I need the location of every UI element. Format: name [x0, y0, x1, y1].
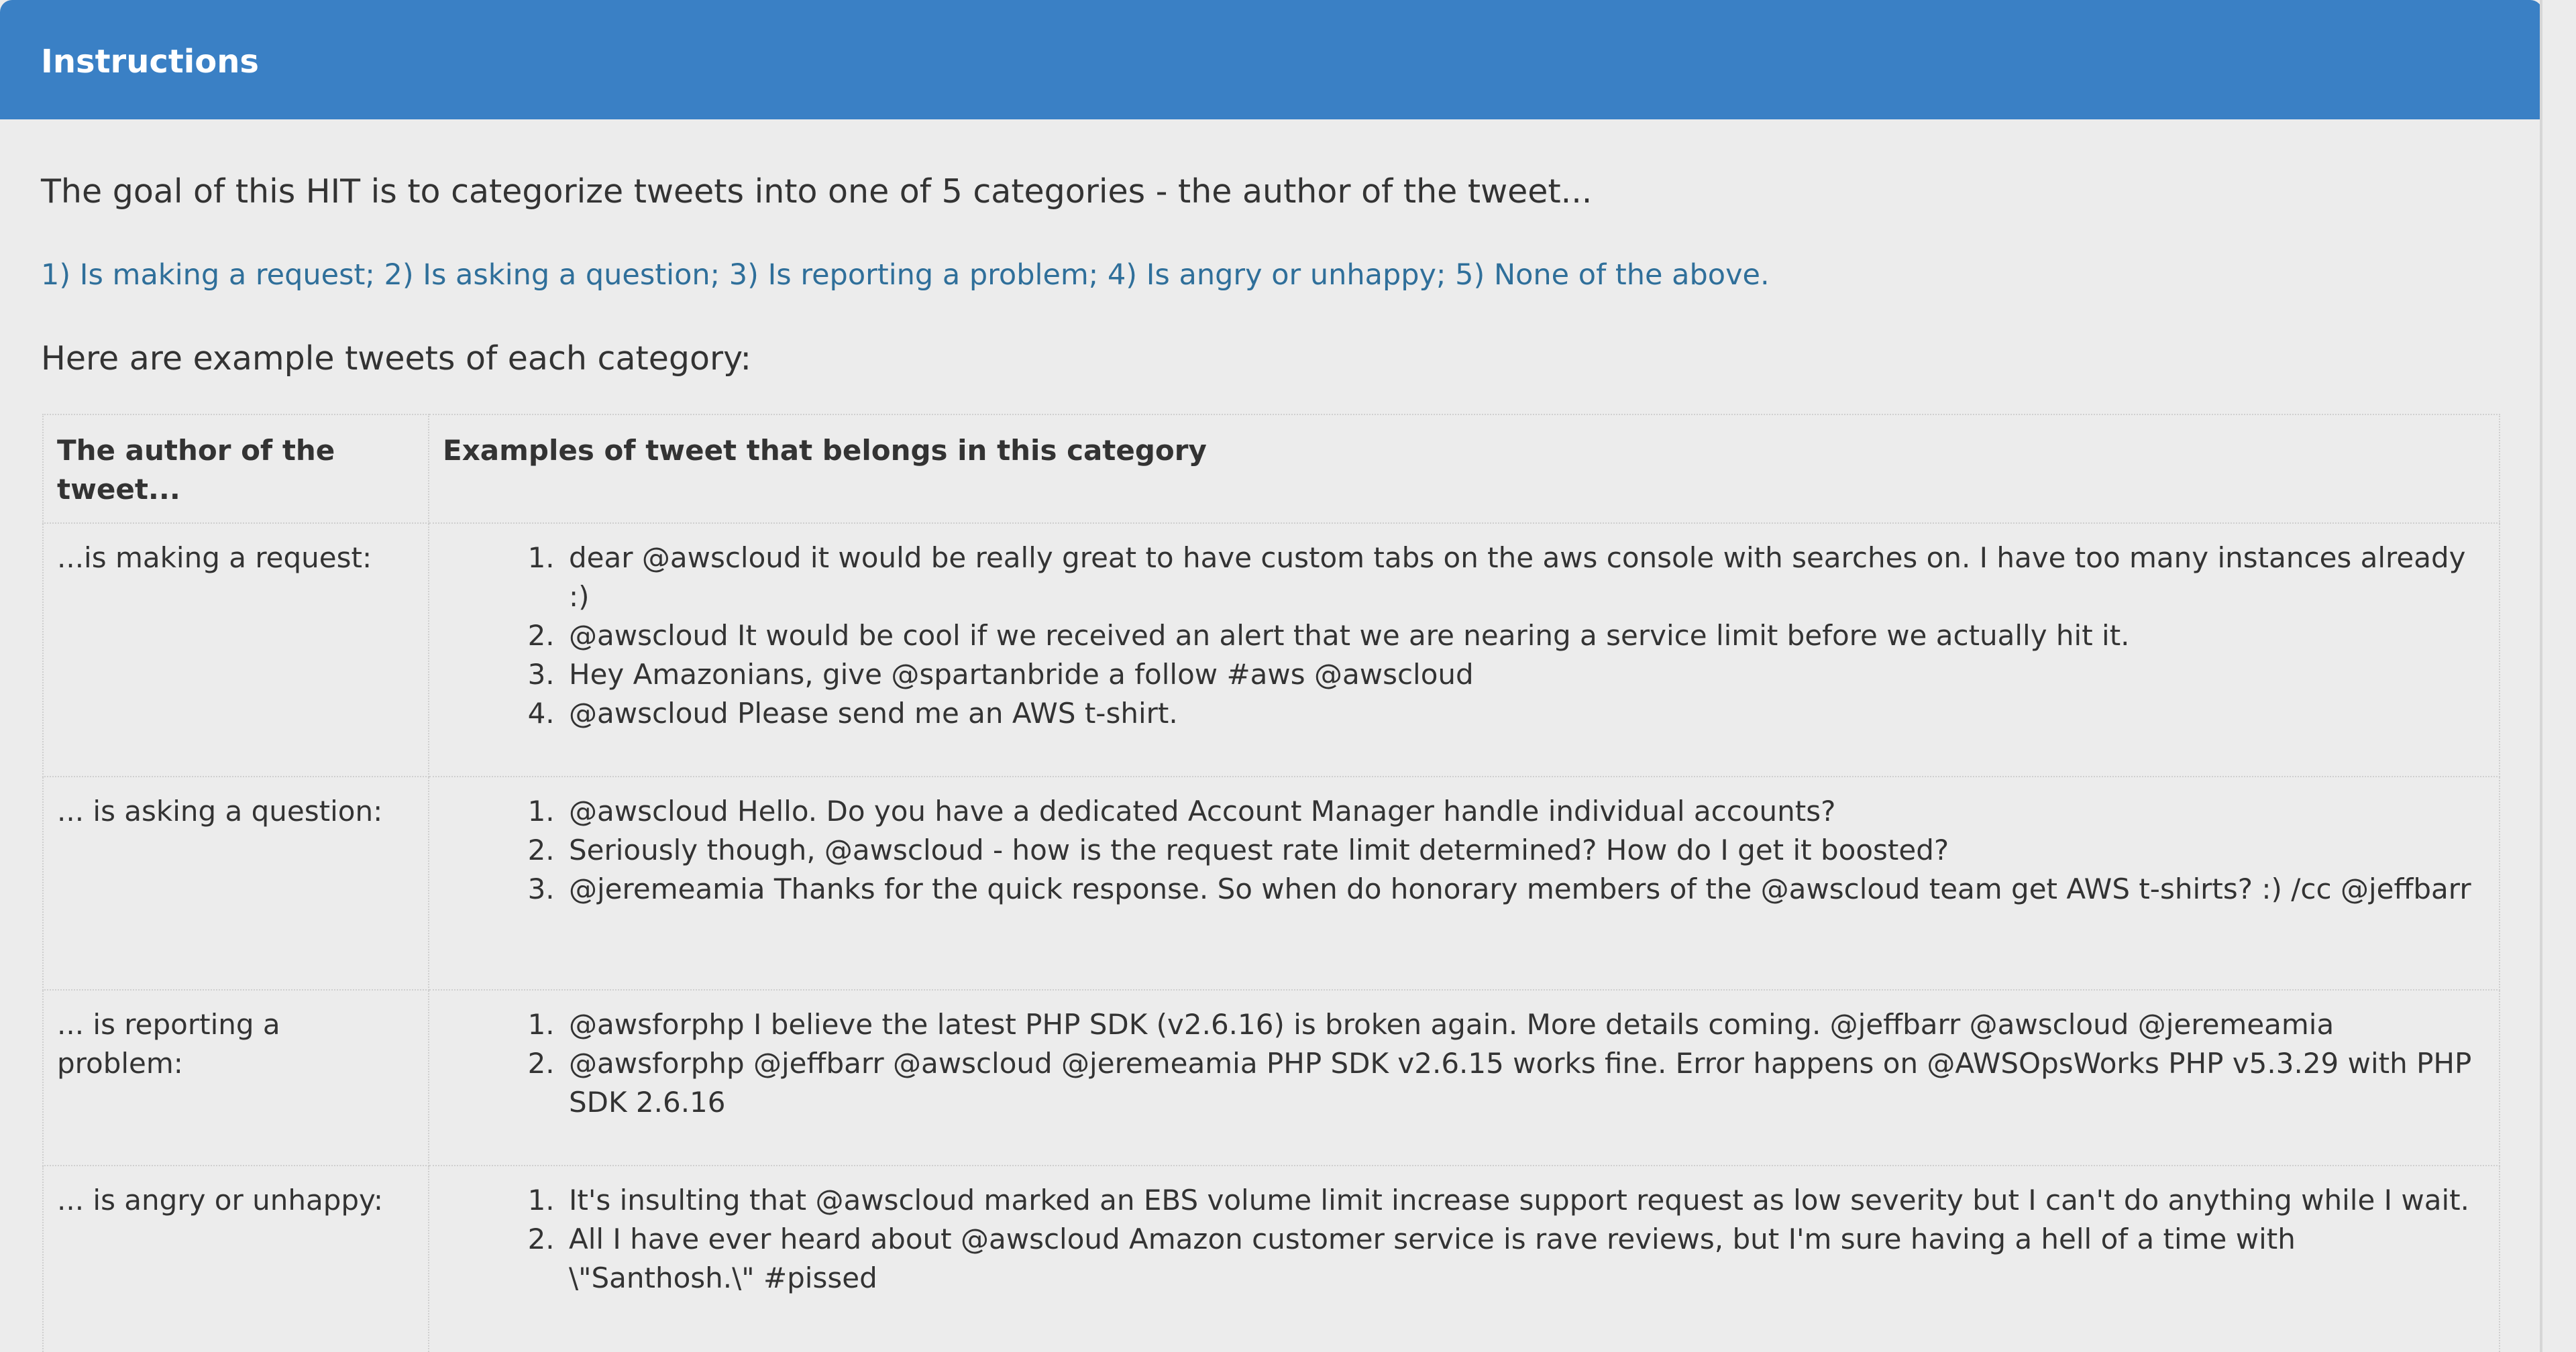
- examples-intro: Here are example tweets of each category:: [41, 339, 752, 378]
- categories-line: 1) Is making a request; 2) Is asking a question; 3) Is reporting a problem; 4) Is angry or unhappy; 5) None of the above.: [41, 258, 1770, 292]
- example-item: 3. @jeremeamia Thanks for the quick response. So when do honorary members of the @awscloud team get AWS t-shirts? :) /cc @jeffbarr: [564, 870, 2472, 909]
- example-list: [443, 1005, 2472, 1122]
- example-list: [443, 539, 2472, 733]
- example-item: 2. @awscloud It would be cool if we received an alert that we are nearing a service limit before we actually hit it.: [564, 616, 2472, 655]
- example-item: 1. It's insulting that @awscloud marked an EBS volume limit increase support request as low severity but I can't do anything while I wait.: [564, 1181, 2472, 1220]
- table-row-question: [43, 777, 2500, 990]
- header-examples: Examples of tweet that belongs in this category: [429, 414, 2500, 523]
- categories-table: [42, 414, 2500, 1352]
- goal-text: The goal of this HIT is to categorize tweets into one of 5 categories - the author of the tweet...: [41, 172, 1593, 211]
- example-item: 4. @awscloud Please send me an AWS t-shirt.: [564, 694, 2472, 733]
- panel-title: Instructions: [41, 43, 259, 80]
- example-item: 2. All I have ever heard about @awscloud Amazon customer service is rave reviews, but I'm sure having a hell of a time with \"Santhosh.\" #pissed: [564, 1220, 2472, 1298]
- example-item: 3. Hey Amazonians, give @spartanbride a follow #aws @awscloud: [564, 655, 2472, 694]
- panel-header: [0, 0, 2542, 119]
- row-label: ... is angry or unhappy:: [43, 1166, 429, 1352]
- example-item: 2. Seriously though, @awscloud - how is the request rate limit determined? How do I get it boosted?: [564, 831, 2472, 870]
- table-row-problem: [43, 990, 2500, 1166]
- header-author: The author of the tweet...: [43, 414, 429, 523]
- example-list: [443, 792, 2472, 909]
- row-examples: [429, 990, 2500, 1166]
- row-label: ... is asking a question:: [43, 777, 429, 990]
- table-row-angry: [43, 1166, 2500, 1352]
- example-item: 1. dear @awscloud it would be really great to have custom tabs on the aws console with searches on. I have too many instances already :): [564, 539, 2472, 616]
- row-examples: [429, 523, 2500, 777]
- row-label: ... is reporting a problem:: [43, 990, 429, 1166]
- table-row-request: [43, 523, 2500, 777]
- example-item: 2. @awsforphp @jeffbarr @awscloud @jeremeamia PHP SDK v2.6.15 works fine. Error happens on @AWSOpsWorks PHP v5.3.29 with PHP SDK 2.6.16: [564, 1044, 2472, 1122]
- row-examples: [429, 777, 2500, 990]
- row-examples: [429, 1166, 2500, 1352]
- example-item: 1. @awsforphp I believe the latest PHP SDK (v2.6.16) is broken again. More details coming. @jeffbarr @awscloud @jeremeamia: [564, 1005, 2472, 1044]
- row-label: ...is making a request:: [43, 523, 429, 777]
- table-header-row: [43, 414, 2500, 523]
- example-list: [443, 1181, 2472, 1298]
- example-item: 1. @awscloud Hello. Do you have a dedicated Account Manager handle individual accounts?: [564, 792, 2472, 831]
